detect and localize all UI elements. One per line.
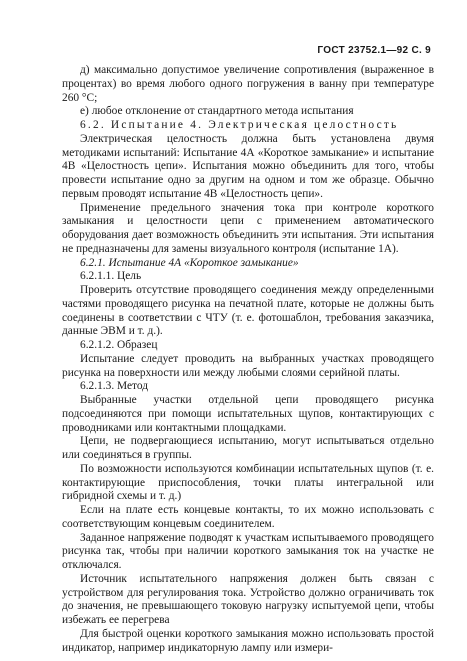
- section-heading-6-2: 6.2. Испытание 4. Электрическая целостность: [80, 119, 399, 131]
- page-header: ГОСТ 23752.1—92 С. 9: [317, 45, 431, 56]
- document-body: [62, 64, 434, 655]
- paragraph-d: д) максимально допустимое увеличение сопротивления (выраженное в процентах) во время любого одного погружения в ванну при температуре 260 °С;: [62, 64, 434, 104]
- subheading-goal: 6.2.1.1. Цель: [80, 270, 142, 283]
- paragraph-e: е) любое отклонение от стандартного метода испытания: [80, 105, 354, 118]
- paragraph-method-5: Заданное напряжение подводят к участкам испытываемого проводящего рисунка так, чтобы при наличии короткого замыкания ток на участке не отключался.: [62, 531, 434, 571]
- subheading-method: 6.2.1.3. Метод: [80, 380, 149, 393]
- paragraph-goal: Проверить отсутствие проводящего соединения между определенными частями проводящего рисунка на печатной плате, которые не должны быть соединены в соответствии с ЧТУ (т. е. фотошаблон, требования заказчика, данные ЭВМ и т. д.).: [62, 284, 434, 338]
- paragraph-method-7: Для быстрой оценки короткого замыкания можно использовать простой индикатор, например индикаторную лампу или измери-: [62, 627, 434, 654]
- paragraph-method-4: Если на плате есть концевые контакты, то их можно использовать с соответствующим концевым соединителем.: [62, 504, 434, 530]
- paragraph-method-1: Выбранные участки отдельной цепи проводящего рисунка подсоединяются при помощи испытательных щупов, контактирующих с проводниками или контактными площадками.: [62, 394, 434, 434]
- paragraph-current-limit: Применение предельного значения тока при контроле короткого замыкания и целостности цепи с применением автоматического оборудования дает возможность объединить эти испытания. Эти испытания не предназначены для замены визуального контроля (испытание 1А).: [62, 201, 434, 255]
- paragraph-sample: Испытание следует проводить на выбранных участках проводящего рисунка на поверхности или между любыми слоями серийной платы.: [62, 352, 434, 379]
- subheading-sample: 6.2.1.2. Образец: [80, 339, 158, 351]
- paragraph-method-3: По возможности используются комбинации испытательных щупов (т. е. контактирующие приспособления, точки платы интегральной или гибридной схемы и т. д.): [62, 462, 434, 503]
- paragraph-method-6: Источник испытательного напряжения должен быть связан с устройством для регулирования тока. Устройство должно ограничивать ток до значения, не превышающего токовую нагрузку испытуемой цепи, чтобы избежать ее перегрева: [62, 572, 434, 626]
- paragraph-method-2: Цепи, не подвергающиеся испытанию, могут испытываться отдельно или соединяться в группы.: [62, 435, 434, 461]
- section-heading-6-2-1: 6.2.1. Испытание 4А «Короткое замыкание»: [80, 256, 299, 269]
- paragraph-electrical-integrity: Электрическая целостность должна быть установлена двумя методиками испытаний: Испытание 4А «Короткое замыкание» и испытание 4В «Целостность цепи». Испытания можно объединить для того, чтобы провести испытание одно за другим на одном и том же образце. Обычно первым проводят испытание 4В «Целостность цепи».: [62, 132, 434, 200]
